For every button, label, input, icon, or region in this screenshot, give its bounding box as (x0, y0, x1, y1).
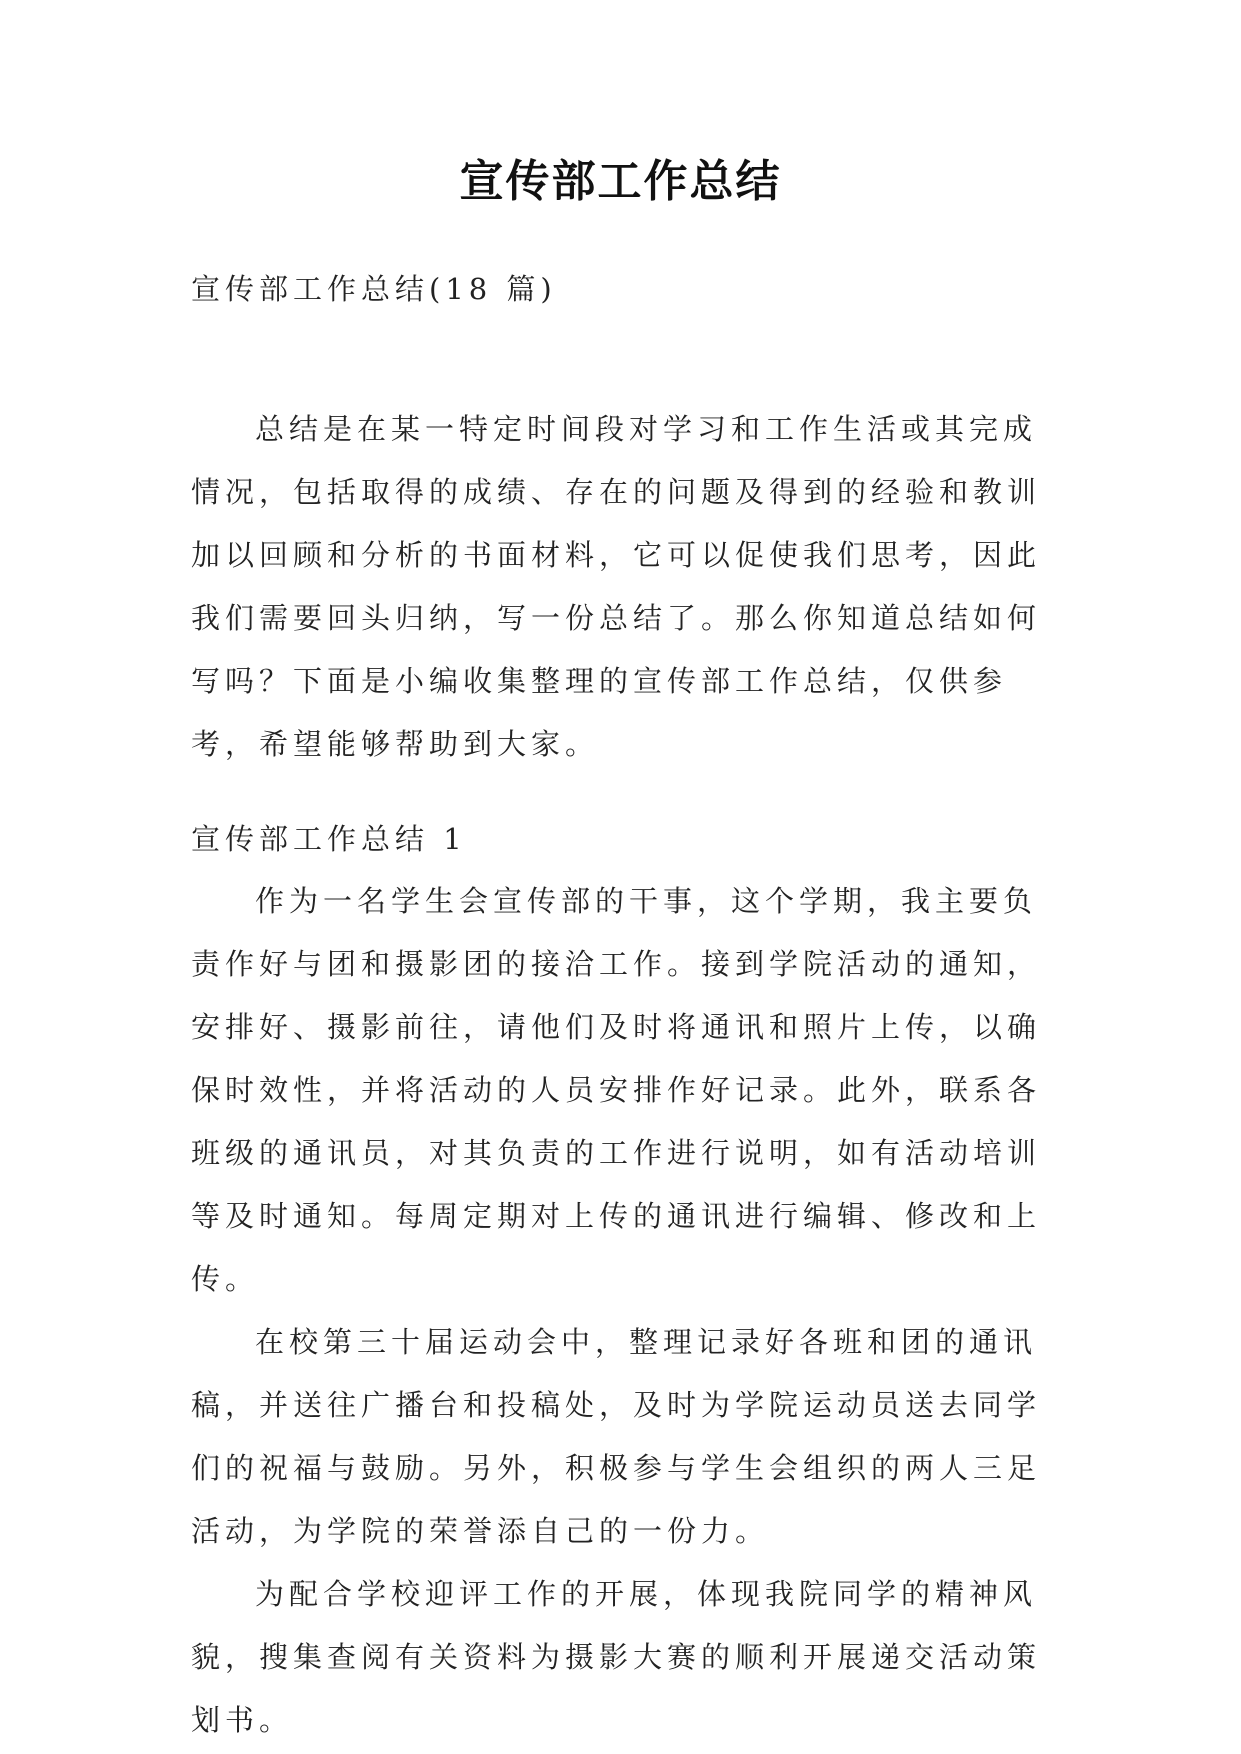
document-subtitle: 宣传部工作总结(18 篇) (191, 272, 557, 306)
section-body (191, 870, 1053, 1752)
intro-paragraph: 总结是在某一特定时间段对学习和工作生活或其完成情况，包括取得的成绩、存在的问题及得到的经验和教训加以回顾和分析的书面材料，它可以促使我们思考，因此我们需要回头归纳，写一份总结了。那么你知道总结如何写吗？下面是小编收集整理的宣传部工作总结，仅供参考，希望能够帮助到大家。 (191, 412, 1042, 761)
section-paragraph: 为配合学校迎评工作的开展，体现我院同学的精神风貌，搜集查阅有关资料为摄影大赛的顺利开展递交活动策划书。 (191, 1577, 1042, 1737)
section-heading: 宣传部工作总结 1 (191, 822, 467, 856)
page-title: 宣传部工作总结 (459, 156, 782, 207)
section-paragraph: 作为一名学生会宣传部的干事，这个学期，我主要负责作好与团和摄影团的接洽工作。接到学院活动的通知，安排好、摄影前往，请他们及时将通讯和照片上传，以确保时效性，并将活动的人员安排作好记录。此外，联系各班级的通讯员，对其负责的工作进行说明，如有活动培训等及时通知。每周定期对上传的通讯进行编辑、修改和上传。 (191, 884, 1042, 1296)
intro-section (191, 398, 1053, 776)
section-paragraph: 在校第三十届运动会中，整理记录好各班和团的通讯稿，并送往广播台和投稿处，及时为学院运动员送去同学们的祝福与鼓励。另外，积极参与学生会组织的两人三足活动，为学院的荣誉添自己的一份力。 (191, 1325, 1042, 1548)
